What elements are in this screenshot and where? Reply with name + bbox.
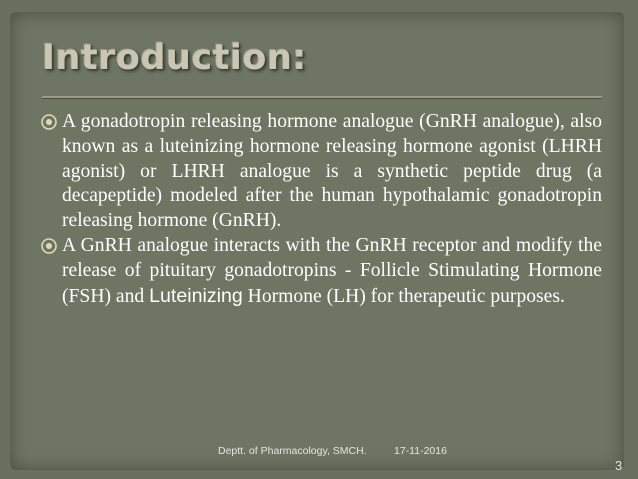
bullet-text: A gonadotropin releasing hormone analogue (GnRH analogue), also known as a luteinizing hormone releasing hormone agonist (LHRH agonist) or LHRH analogue is a synthetic peptide drug (a decapeptide) modeled after the human hypothalamic gonadotropin releasing hormone (GnRH). (62, 111, 602, 232)
page-number: 3 (615, 458, 623, 473)
bullet-text-part: Hormone (LH) for therapeutic purposes. (242, 285, 565, 307)
bullet-text-sans: Luteinizing (149, 284, 243, 307)
title-divider (42, 96, 602, 98)
footer-date: 17-11-2016 (394, 445, 447, 457)
circled-dot-icon (40, 113, 58, 131)
bullet-item (40, 234, 602, 309)
slide-body (40, 110, 602, 309)
circled-dot-icon (40, 237, 58, 255)
slide-title: Introduction: (42, 38, 307, 78)
footer-department: Deptt. of Pharmacology, SMCH. (218, 445, 367, 457)
bullet-text-part: A GnRH analogue interacts with the GnRH receptor and modify the release of pituitary gonadotropins - Follicle Stimulating Hormone (FSH) and (62, 234, 602, 307)
bullet-item (40, 110, 602, 234)
bullet-text (62, 235, 602, 307)
